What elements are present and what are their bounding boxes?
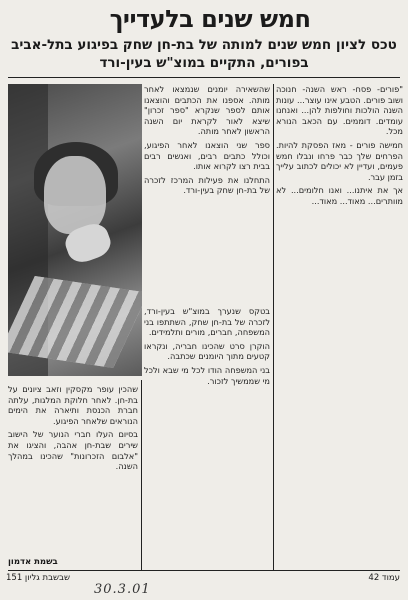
article-column-middle-top (144, 84, 270, 302)
paragraph: אך את איתנו... ואנו חלומים... לא מוותרים... מאוד... מאוד... (276, 185, 403, 206)
footer-edition: שבשבת גליון 151 (6, 573, 70, 583)
article-column-middle-bottom (144, 306, 270, 568)
headline: חמש שנים בלעדייך (109, 5, 311, 33)
photo-papers (8, 276, 142, 368)
column-divider-left (141, 380, 142, 570)
paragraph: התחלנו את פעילות המרכז לזכרה של בת-חן שחק בעין-ורד. (144, 174, 270, 196)
paragraph: בסיום העלו חברי הנוער של הישוב שירים שבת-חן אהבה, והציגו את "אלבום הזכרונות" שהכינו במהלך השנה. (8, 429, 138, 472)
handwritten-date: 30.3.01 (94, 582, 151, 597)
column-divider-right (273, 84, 274, 570)
paragraph: שהשאירה יומנים שנמצאו לאחר מותה. אספנו את הכתבים והוצאנו אותם לספר שנקרא "ספר זכרון" שיצא לאור לקראת יום השנה הראשון לאחר מותה. (144, 84, 270, 137)
author-credit: בשמת אדמון (8, 557, 58, 567)
article-photo (8, 84, 142, 376)
subheadline: טכס לציון חמש שנים למותה של בת-חן שחק בפיגוע בתל-אביב בפורים, התקיים במוצ"ש בעין-ורד (11, 37, 397, 71)
paragraph: הוקרן סרט שהכינו חבריה, ונקראו קטעים מתוך היומנים שכתבה. (144, 340, 270, 362)
article-column-left-bottom (8, 384, 138, 552)
paragraph: ספר שני הוצאנו לאחר הפיגוע, וכולל כתבים רבים, ואנשים רבים בבית רצו לקרוא אותו. (144, 139, 270, 172)
photo-face (44, 156, 106, 234)
footer-page-number: עמוד 42 (368, 573, 400, 583)
paragraph: חמישה פורים - מאז הפסקת להיות. הפרחים שלך כבר פרחו ונבלו חמש פעמים, ועדיין לא יכולים לכתוב עלייך בזמן עבר. (276, 139, 403, 182)
paragraph: בטקס שנערך במוצ"ש בעין-ורד, לזכרה של בת-חן שחק, השתתפו בני המשפחה, חברים, מורים ותלמידים. (144, 306, 270, 338)
article-column-right (276, 84, 403, 574)
top-divider (8, 77, 400, 78)
paragraph: שהכין עופר מקסקין וזאב ציונים על בת-חן. לאחר חלוקת המלגות, עלתה חברת הכנסת ותיארה את הימים הנוראים שלאחר הפיגוע. (8, 384, 138, 426)
paragraph: בני המשפחה הודו לכל מי שבא ולכל מי שממשיך לזכור. (144, 364, 270, 386)
paragraph: "פורים- פסח- ראש השנה- חנוכה ושוב פורים. הטבע אינו עוצר... עונות השנה הולכות וחולפות להן... ואנחנו עומדים. דוממים. עם הכאב הנורא מכל. (276, 84, 403, 137)
